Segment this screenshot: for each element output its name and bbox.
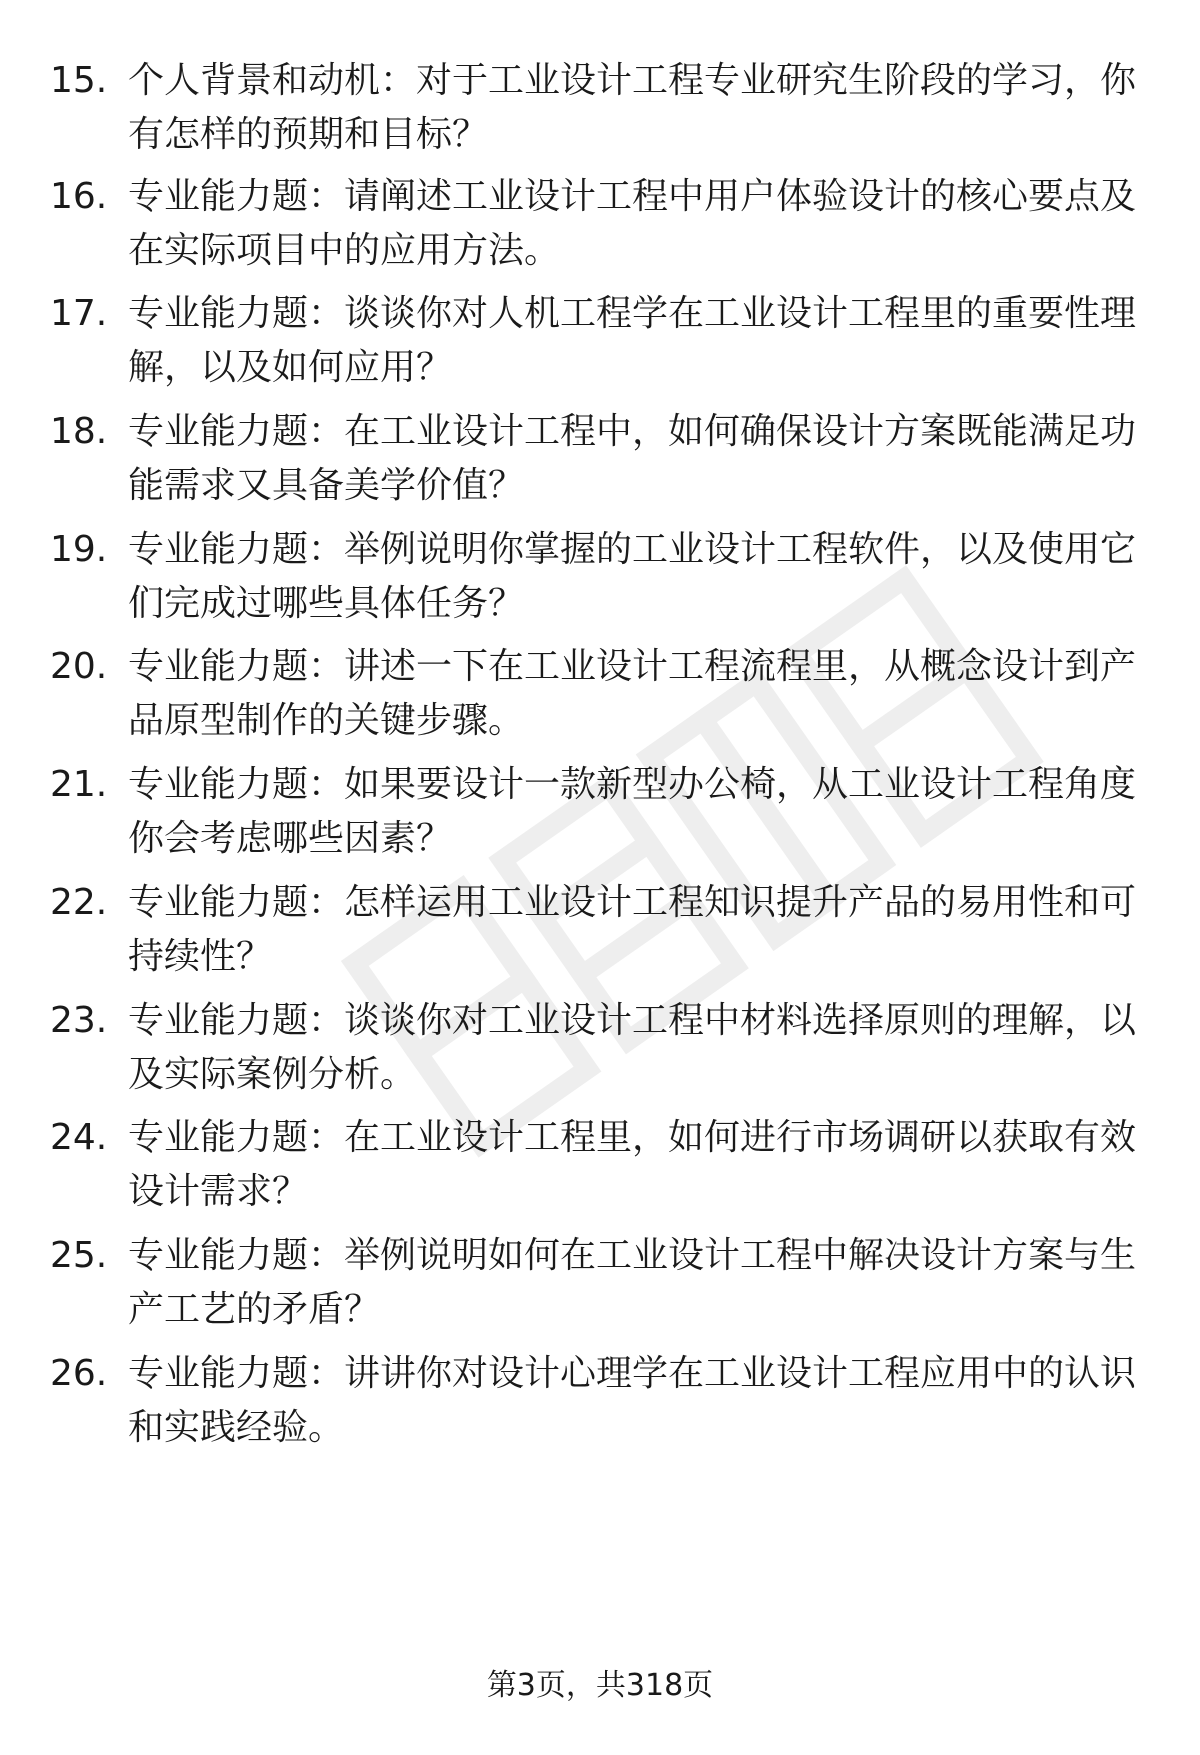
question-number: 20.: [50, 646, 108, 687]
question-number: 24.: [50, 1117, 108, 1158]
question-text: 专业能力题：举例说明如何在工业设计工程中解决设计方案与生产工艺的矛盾？: [128, 1235, 1137, 1330]
question-text: 专业能力题：讲述一下在工业设计工程流程里，从概念设计到产品原型制作的关键步骤。: [128, 646, 1137, 741]
question-text: 专业能力题：怎样运用工业设计工程知识提升产品的易用性和可持续性？: [128, 882, 1137, 977]
question-text: 专业能力题：讲讲你对设计心理学在工业设计工程应用中的认识和实践经验。: [128, 1353, 1137, 1448]
question-text: 专业能力题：谈谈你对人机工程学在工业设计工程里的重要性理解，以及如何应用？: [128, 293, 1137, 388]
question-number: 25.: [50, 1235, 108, 1276]
question-number: 19.: [50, 529, 108, 570]
question-number: 21.: [50, 764, 108, 805]
page-footer: [0, 1666, 1200, 1706]
page-number-label: 第3页，共318页: [486, 1668, 714, 1703]
question-text: 个人背景和动机：对于工业设计工程专业研究生阶段的学习，你有怎样的预期和目标？: [128, 60, 1137, 155]
question-text: 专业能力题：在工业设计工程里，如何进行市场调研以获取有效设计需求？: [128, 1117, 1137, 1212]
question-number: 23.: [50, 1000, 108, 1041]
question-text: 专业能力题：请阐述工业设计工程中用户体验设计的核心要点及在实际项目中的应用方法。: [128, 176, 1137, 271]
question-number: 26.: [50, 1353, 108, 1394]
question-text: 专业能力题：如果要设计一款新型办公椅，从工业设计工程角度你会考虑哪些因素？: [128, 764, 1137, 859]
question-text: 专业能力题：举例说明你掌握的工业设计工程软件，以及使用它们完成过哪些具体任务？: [128, 529, 1137, 624]
question-number: 22.: [50, 882, 108, 923]
question-number: 18.: [50, 411, 108, 452]
question-text: 专业能力题：谈谈你对工业设计工程中材料选择原则的理解，以及实际案例分析。: [128, 1000, 1137, 1095]
question-number: 15.: [50, 60, 108, 101]
question-text: 专业能力题：在工业设计工程中，如何确保设计方案既能满足功能需求又具备美学价值？: [128, 411, 1137, 506]
question-number: 16.: [50, 176, 108, 217]
question-number: 17.: [50, 293, 108, 334]
